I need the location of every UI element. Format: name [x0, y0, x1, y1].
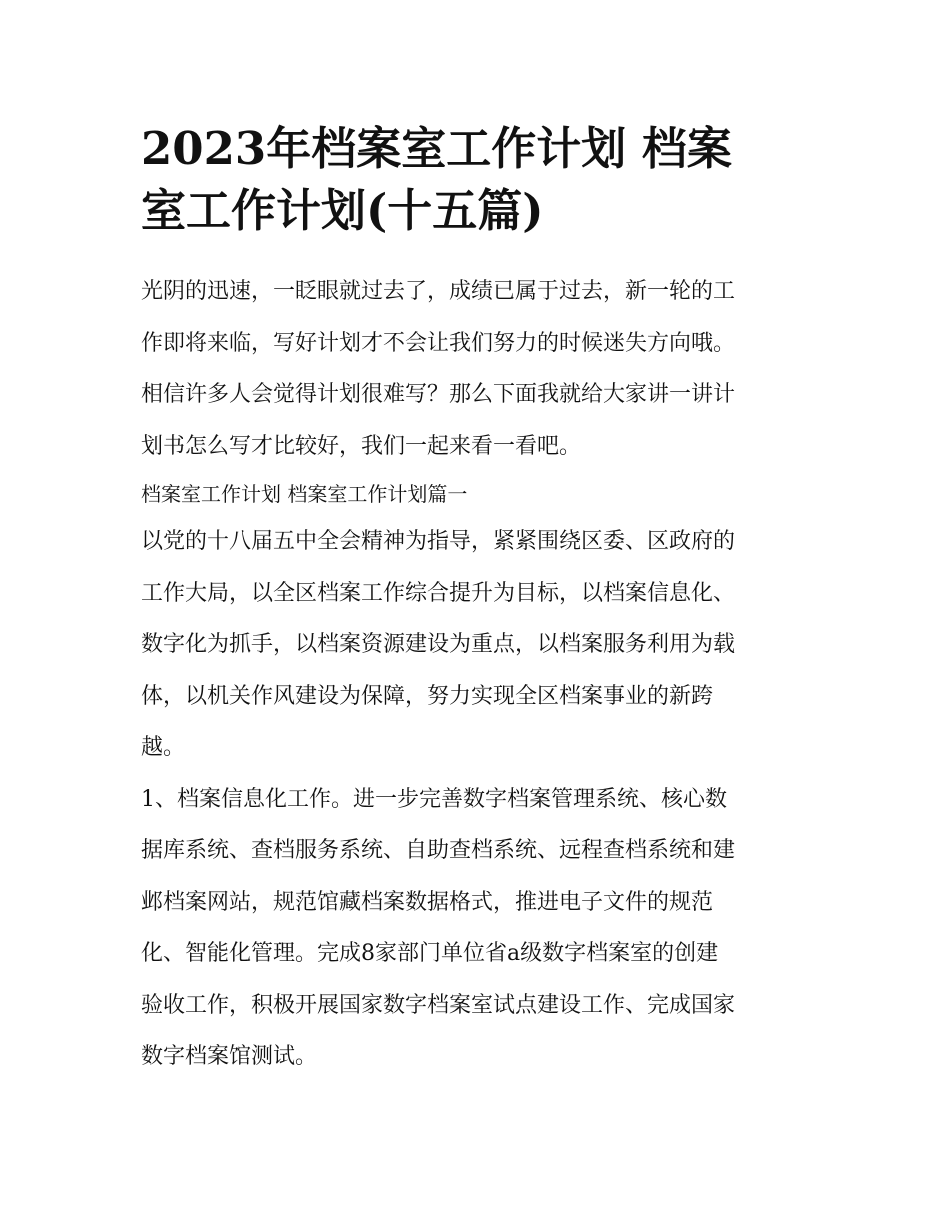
- paragraph-line: 数字化为抓手，以档案资源建设为重点，以档案服务利用为载: [141, 632, 736, 657]
- paragraph-line: 以党的十八届五中全会精神为指导，紧紧围绕区委、区政府的: [141, 529, 736, 554]
- paragraph-line: 据库系统、查档服务系统、自助查档系统、远程查档系统和建: [141, 838, 736, 863]
- paragraph-line: 验收工作，积极开展国家数字档案室试点建设工作、完成国家: [141, 992, 736, 1018]
- intro-paragraph: [141, 266, 821, 472]
- intro-line: 相信许多人会觉得计划很难写？那么下面我就给大家讲一讲计: [141, 382, 736, 407]
- intro-line: 光阴的迅速，一眨眼就过去了，成绩已属于过去，新一轮的工: [141, 279, 736, 304]
- section-heading: 档案室工作计划 档案室工作计划篇一: [141, 482, 468, 506]
- paragraph-line: 体，以机关作风建设为保障，努力实现全区档案事业的新跨: [141, 683, 714, 709]
- paragraph-line: 1、档案信息化工作。进一步完善数字档案管理系统、核心数: [141, 786, 727, 812]
- intro-line: 作即将来临，写好计划才不会让我们努力的时候迷失方向哦。: [141, 330, 736, 356]
- title-line: 2023年档案室工作计划 档案: [141, 122, 732, 175]
- paragraph-line: 越。: [141, 735, 186, 760]
- paragraph-line: 工作大局，以全区档案工作综合提升为目标，以档案信息化、: [141, 580, 736, 606]
- paragraph-line: 邺档案网站，规范馆藏档案数据格式，推进电子文件的规范: [141, 889, 714, 915]
- paragraph-line: 数字档案馆测试。: [141, 1044, 318, 1069]
- document-content: [141, 118, 821, 1083]
- intro-line: 划书怎么写才比较好，我们一起来看一看吧。: [141, 433, 582, 459]
- body-paragraph-2: [141, 774, 821, 1083]
- paragraph-line: 化、智能化管理。完成8家部门单位省a级数字档案室的创建: [141, 941, 719, 966]
- document-title: [141, 118, 821, 242]
- body-paragraph-1: [141, 516, 821, 774]
- title-line: 室工作计划(十五篇): [141, 184, 544, 237]
